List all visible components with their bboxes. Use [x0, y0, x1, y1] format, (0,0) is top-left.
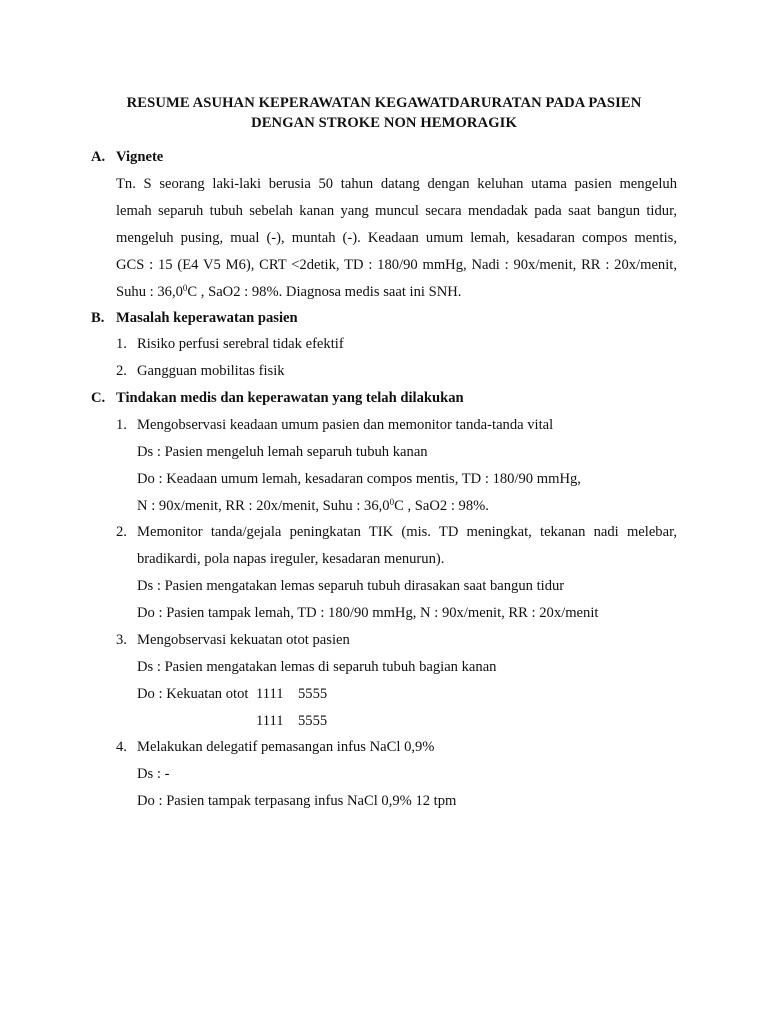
action-4-number: 4. — [116, 739, 127, 755]
action-1-do-line-2 — [137, 496, 489, 516]
vignette-line-3: mengeluh pusing, mual (-), muntah (-). Keadaan umum lemah, kesadaran compos mentis, — [116, 230, 677, 246]
action-1-text: Mengobservasi keadaan umum pasien dan memonitor tanda-tanda vital — [137, 417, 554, 433]
degree-superscript: 0 — [389, 497, 395, 507]
action-2-number: 2. — [116, 524, 127, 540]
action-3-number: 3. — [116, 632, 127, 648]
section-c-letter: C. — [91, 390, 106, 406]
action-2-line-1: Memonitor tanda/gejala peningkatan TIK (mis. TD meningkat, tekanan nadi melebar, — [137, 524, 677, 540]
problem-2-text: Gangguan mobilitas fisik — [137, 363, 285, 379]
action-3-do-label: Do : Kekuatan otot — [137, 686, 249, 702]
vignette-line-4: GCS : 15 (E4 V5 M6), CRT <2detik, TD : 180/90 mmHg, Nadi : 90x/menit, RR : 20x/menit, — [116, 257, 677, 273]
muscle-strength-r2-left: 1111 — [256, 713, 284, 729]
action-4-ds: Ds : - — [137, 766, 170, 782]
document-title — [0, 93, 768, 133]
title-line-2: DENGAN STROKE NON HEMORAGIK — [251, 115, 517, 131]
action-1-vitals-text: N : 90x/menit, RR : 20x/menit, Suhu : 36,0 — [137, 498, 390, 514]
action-2-line-2: bradikardi, pola napas ireguler, kesadaran menurun). — [137, 551, 445, 567]
action-3-ds: Ds : Pasien mengatakan lemas di separuh tubuh bagian kanan — [137, 659, 497, 675]
vignette-line-1: Tn. S seorang laki-laki berusia 50 tahun datang dengan keluhan utama pasien mengeluh — [116, 176, 677, 192]
action-4-text: Melakukan delegatif pemasangan infus NaCl 0,9% — [137, 739, 435, 755]
section-a-title: Vignete — [116, 149, 164, 165]
vignette-temp-text: Suhu : 36,0 — [116, 284, 183, 300]
action-2-do: Do : Pasien tampak lemah, TD : 180/90 mmHg, N : 90x/menit, RR : 20x/menit — [137, 605, 599, 621]
section-c-title: Tindakan medis dan keperawatan yang telah dilakukan — [116, 390, 464, 406]
action-2-ds: Ds : Pasien mengatakan lemas separuh tubuh dirasakan saat bangun tidur — [137, 578, 565, 594]
problem-2-number: 2. — [116, 363, 127, 379]
section-b-letter: B. — [91, 310, 105, 326]
action-3-text: Mengobservasi kekuatan otot pasien — [137, 632, 350, 648]
problem-1-number: 1. — [116, 336, 127, 352]
title-line-1: RESUME ASUHAN KEPERAWATAN KEGAWATDARURATAN PADA PASIEN — [126, 95, 642, 111]
problem-1-text: Risiko perfusi serebral tidak efektif — [137, 336, 344, 352]
action-1-do-line-1: Do : Keadaan umum lemah, kesadaran compos mentis, TD : 180/90 mmHg, — [137, 471, 581, 487]
action-1-number: 1. — [116, 417, 127, 433]
degree-superscript: 0 — [182, 283, 188, 293]
vignette-line-5 — [116, 282, 461, 302]
muscle-strength-r2-right: 5555 — [298, 713, 328, 729]
action-4-do: Do : Pasien tampak terpasang infus NaCl 0,9% 12 tpm — [137, 793, 457, 809]
section-b-title: Masalah keperawatan pasien — [116, 310, 298, 326]
vignette-line-2: lemah separuh tubuh sebelah kanan yang muncul secara mendadak pada saat bangun tidur, — [116, 203, 677, 219]
action-1-saturation-text: C , SaO2 : 98%. — [394, 498, 489, 514]
action-1-ds: Ds : Pasien mengeluh lemah separuh tubuh kanan — [137, 444, 428, 460]
muscle-strength-r1-right: 5555 — [298, 686, 328, 702]
muscle-strength-r1-left: 1111 — [256, 686, 284, 702]
vignette-diagnosis-text: C , SaO2 : 98%. Diagnosa medis saat ini SNH. — [187, 284, 462, 300]
section-a-letter: A. — [91, 149, 106, 165]
